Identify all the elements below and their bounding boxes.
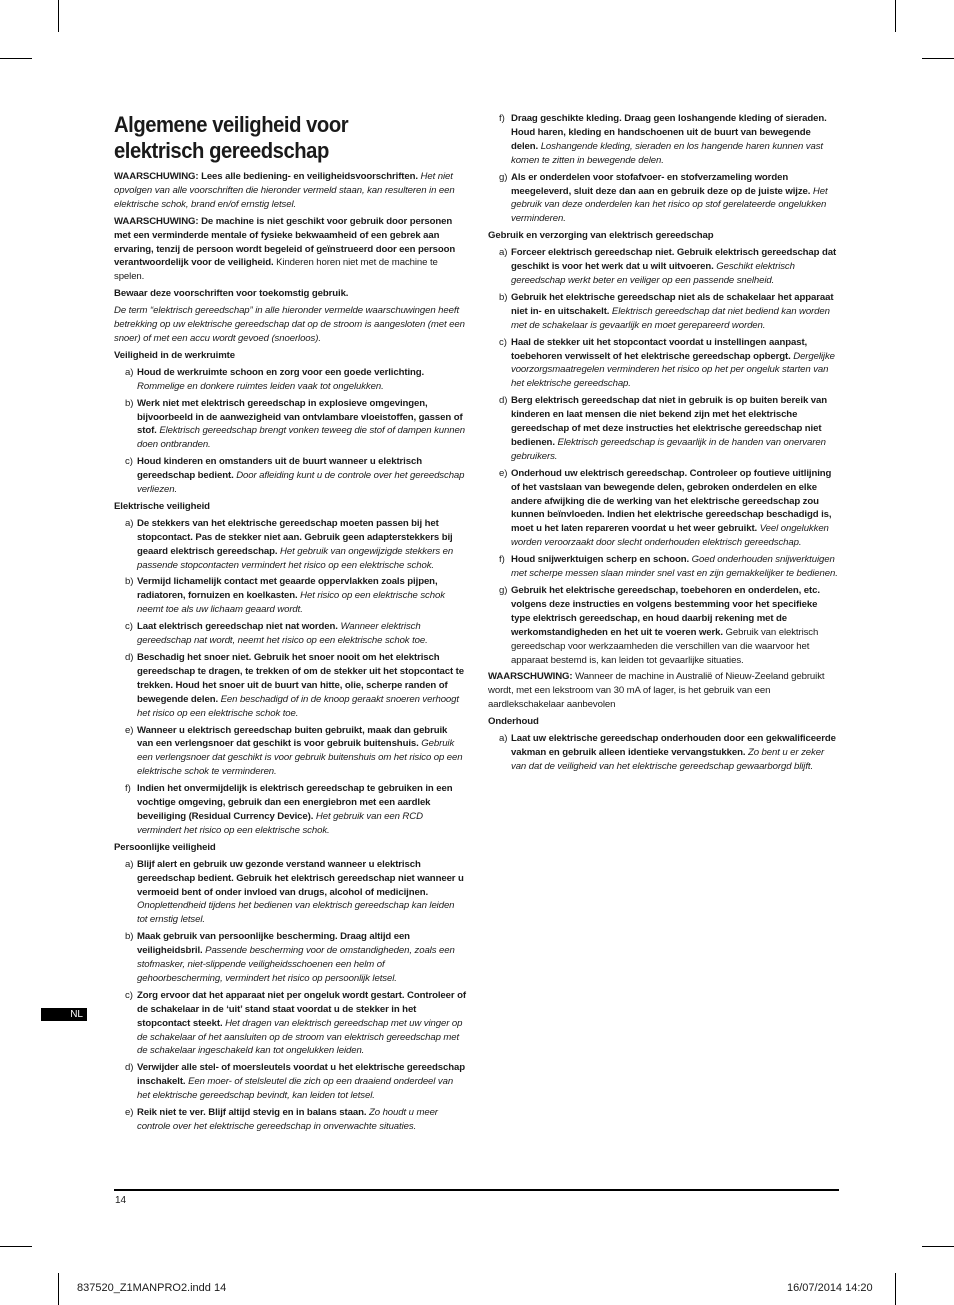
list-item-bold: Gebruik het elektrische gereedschap, toebehoren en onderdelen, etc. volgens deze instructies en volgens bestemming voor het specifieke type elektrisch gereedschap, en houd daarbij rekening met de werkomstandigheden en het uit te voeren werk. bbox=[511, 585, 820, 638]
list-item bbox=[488, 336, 839, 392]
list-item-label: b) bbox=[125, 397, 134, 409]
list-item bbox=[488, 553, 839, 581]
intro-paragraph-note: Het niet opvolgen van alle voorschriften die hieronder vermeld staan, kan resulteren in een elektrische schok, brand en/of ernstig letsel. bbox=[114, 171, 455, 210]
list-item-bold: Houd snijwerktuigen scherp en schoon. bbox=[511, 554, 690, 566]
list-item bbox=[114, 782, 466, 838]
list-item bbox=[488, 394, 839, 464]
list-item-note: Het gebruik van deze onderdelen kan het risico op stof gerelateerde ongelukken verminderen. bbox=[511, 185, 828, 225]
list-item-note: Gebruik een verlengsnoer dat geschikt is voor gebruik buitenshuis om het risico op een elektrische schok te verminderen. bbox=[137, 738, 463, 778]
intro-paragraph-bold: WAARSCHUWING: De machine is niet geschikt voor gebruik door personen met een verminderde mentale of fysieke bekwaamheid of een gebrek aan ervaring, tenzij de persoon wordt begeleid of geïnstrueerd door een persoon verantwoordelijk voor de veiligheid. bbox=[114, 215, 456, 269]
list-item-label: c) bbox=[499, 336, 507, 348]
list-item bbox=[488, 584, 839, 667]
list-item-label: a) bbox=[125, 858, 134, 870]
list-item-label: f) bbox=[125, 783, 131, 795]
intro-block bbox=[114, 170, 466, 346]
list-item-bold: Indien het onvermijdelijk is elektrisch gereedschap te gebruiken in een vochtige omgeving, gebruik dan een energiebron met een aardlek beveiliging (Residual Currency Device). bbox=[137, 783, 453, 822]
list-item-note: Het risico op een elektrische schok neemt toe als uw lichaam geaard wordt. bbox=[137, 590, 445, 616]
list-item-note: Goed onderhouden snijwerktuigen met scherpe messen slaan minder snel vast en zijn gemakkelijker te bedienen. bbox=[511, 554, 838, 580]
maintenance-section bbox=[488, 715, 839, 774]
list-item-bold: Gebruik het elektrische gereedschap niet als de schakelaar het apparaat niet in- en uitschakelt. bbox=[511, 291, 834, 317]
crop-mark bbox=[922, 1246, 954, 1247]
crop-mark bbox=[895, 1273, 896, 1305]
footer-rule bbox=[114, 1189, 839, 1191]
intro-paragraph-bold: WAARSCHUWING: Lees alle bediening- en veiligheidsvoorschriften. bbox=[114, 171, 418, 182]
list-item-bold: Vermijd lichamelijk contact met geaarde oppervlakken zoals pijpen, radiatoren, fornuizen en koelkasten. bbox=[137, 576, 438, 602]
crop-mark bbox=[0, 1246, 32, 1247]
list-item-bold: Beschadig het snoer niet. Gebruik het snoer nooit om het elektrisch gereedschap te dragen, te trekken of om de stekker uit het stopcontact te trekken. Houd het snoer uit de buurt van hitte, olie, scherpe randen of bewegende delen. bbox=[137, 652, 464, 705]
list-item bbox=[488, 291, 839, 333]
list-item bbox=[114, 366, 466, 394]
list-item bbox=[488, 112, 839, 168]
list-item-note: Door afleiding kunt u de controle over het gereedschap verliezen. bbox=[137, 470, 465, 496]
list-item-label: a) bbox=[499, 247, 508, 259]
list-item-bold: Houd kinderen en omstanders uit de buurt wanneer u elektrisch gereedschap bedient. bbox=[137, 456, 422, 482]
right-top-items bbox=[488, 112, 839, 226]
list-item-label: c) bbox=[125, 621, 133, 633]
list-item-label: d) bbox=[499, 395, 508, 407]
intro-paragraph-note: De term “elektrisch gereedschap” in alle hieronder vermelde waarschuwingen heeft betrekking op uw elektrische gereedschap dat op de stroom is aangesloten (met een snoer) of met een accu wordt gevoed (snoerloos). bbox=[114, 305, 465, 344]
list-item bbox=[114, 575, 466, 617]
list-item-note: Onoplettendheid tijdens het bedienen van elektrisch gereedschap kan leiden tot ernstig letsel. bbox=[137, 900, 455, 926]
page-title: Algemene veiligheid voor elektrisch gereedschap bbox=[114, 112, 349, 163]
list-item-label: e) bbox=[125, 1107, 134, 1119]
list-item-label: b) bbox=[125, 931, 134, 943]
rcd-warning-label: WAARSCHUWING: bbox=[488, 671, 573, 683]
list-item-note: Elektrisch gereedschap dat niet bediend kan worden met de schakelaar is gevaarlijk en moet gerepareerd worden. bbox=[511, 305, 830, 331]
list-item-note: Het gebruik van een RCD vermindert het risico op een elektrische schok. bbox=[137, 810, 423, 836]
crop-mark bbox=[895, 0, 896, 32]
list-item-bold: Laat elektrisch gereedschap niet nat worden. bbox=[137, 621, 338, 633]
list-item-note: Zo houdt u meer controle over het elektrische gereedschap in onverwachte situaties. bbox=[137, 1107, 438, 1132]
crop-mark bbox=[58, 1273, 59, 1305]
list-item-label: b) bbox=[125, 576, 134, 588]
list-item-note: Wanneer elektrisch gereedschap nat wordt, neemt het risico op een elektrische schok toe. bbox=[137, 621, 428, 647]
list-item-note: Elektrisch gereedschap brengt vonken teweeg die stof of dampen kunnen doen ontbranden. bbox=[137, 425, 465, 451]
list-item-bold: Verwijder alle stel- of moersleutels voordat u het elektrische gereedschap inschakelt. bbox=[137, 1062, 465, 1088]
list-item bbox=[488, 732, 839, 774]
list-item-note: Een moer- of stelsleutel die zich op een draaiend onderdeel van het elektrische gereedschap bevindt, kan leiden tot letsel. bbox=[137, 1076, 454, 1102]
list-item-bold: Maak gebruik van persoonlijke bescherming. Draag altijd een veiligheidsbril. bbox=[137, 931, 410, 957]
section-heading: Elektrische veiligheid bbox=[114, 500, 210, 512]
list-item-note: Elektrisch gereedschap is gevaarlijk in de handen van onervaren gebruikers. bbox=[511, 436, 826, 462]
list-item bbox=[114, 989, 466, 1059]
list-item bbox=[488, 171, 839, 227]
intro-paragraph bbox=[114, 215, 466, 285]
rcd-warning-text: Wanneer de machine in Australië of Nieuw-Zeeland gebruikt wordt, met een lekstroom van 30 mA of lager, is het gebruik van een aardlekschakelaar aanbevolen bbox=[488, 671, 825, 711]
list-item-note: Het dragen van elektrisch gereedschap met uw vinger op de schakelaar of het aansluiten op de stroom van elektrisch gereedschap met de schakelaar ingeschakeld kan tot ongelukken leiden. bbox=[137, 1017, 463, 1057]
list-item bbox=[488, 246, 839, 288]
section-heading: Veiligheid in de werkruimte bbox=[114, 349, 235, 361]
list-item-label: d) bbox=[125, 1062, 134, 1074]
list-item-note: Passende bescherming voor de omstandigheden, zoals een stofmasker, niet-slippende veiligheidsschoenen een helm of gehoorbescherming, vermindert het risico op persoonlijk letsel. bbox=[137, 945, 455, 984]
list-item-label: f) bbox=[499, 554, 505, 566]
list-item-label: g) bbox=[499, 171, 508, 183]
list-item-bold: Berg elektrisch gereedschap dat niet in gebruik is op buiten bereik van kinderen en laat mensen die niet bekend zijn met het elektrische gereedschap of met deze instructies het elektrische gereedschap niet bedienen. bbox=[511, 395, 827, 448]
list-item-label: a) bbox=[125, 517, 134, 529]
list-item-bold: Forceer elektrisch gereedschap niet. Gebruik elektrisch gereedschap dat geschikt is voor het werk dat u wilt uitvoeren. bbox=[511, 247, 837, 273]
list-item-label: g) bbox=[499, 585, 508, 596]
right-sections bbox=[488, 229, 839, 667]
list-item-bold: Onderhoud uw elektrisch gereedschap. Controleer op foutieve uitlijning of het vastslaan van bewegende delen, gebroken onderdelen en elke andere afwijking die de werking van het elektrische gereedschap zou kunnen beïnvloeden. Indien het elektrische gereedschap beschadigd is, moet u het laten repareren voordat u het weer gebruikt. bbox=[511, 467, 832, 535]
page-number: 14 bbox=[115, 1195, 127, 1206]
list-item-label: b) bbox=[499, 291, 508, 303]
section-heading: Persoonlijke veiligheid bbox=[114, 841, 216, 853]
intro-paragraph bbox=[114, 170, 466, 212]
intro-paragraph-bold: Bewaar deze voorschriften voor toekomstig gebruik. bbox=[114, 288, 349, 300]
list-item-bold: Zorg ervoor dat het apparaat niet per ongeluk wordt gestart. Controleer of de schakelaar in de ‘uit’ stand staat voordat u de stekker in het stopcontact steekt. bbox=[137, 989, 466, 1029]
list-item-bold: Houd de werkruimte schoon en zorg voor een goede verlichting. bbox=[137, 366, 425, 378]
intro-paragraph-text: Kinderen horen niet met de machine te spelen. bbox=[114, 257, 438, 283]
list-item-bold: Laat uw elektrische gereedschap onderhouden door een gekwalificeerde vakman en gebruik alleen identieke vervangstukken. bbox=[511, 733, 836, 758]
section-heading: Onderhoud bbox=[488, 716, 539, 728]
list-item-note: Rommelige en donkere ruimtes leiden vaak tot ongelukken. bbox=[137, 380, 384, 392]
crop-mark bbox=[0, 58, 32, 59]
list-item-bold: Blijf alert en gebruik uw gezonde verstand wanneer u elektrisch gereedschap bedient. Gebruik het elektrisch gereedschap niet wanneer u vermoeid bent of onder invloed van drugs, alcohol of medicijnen. bbox=[137, 858, 464, 898]
intro-paragraph bbox=[114, 287, 466, 301]
list-item bbox=[488, 467, 839, 550]
list-item-note: Een beschadigd of in de knoop geraakt snoeren verhoogt het risico op een elektrische schok toe. bbox=[137, 693, 459, 719]
list-item-label: d) bbox=[125, 652, 134, 663]
crop-mark bbox=[922, 58, 954, 59]
list-item-label: a) bbox=[125, 366, 134, 378]
list-item bbox=[114, 517, 466, 573]
date-slug: 16/07/2014 14:20 bbox=[787, 1282, 873, 1294]
list-item-label: c) bbox=[125, 989, 133, 1001]
list-item-note: Dergelijke voorzorgsmaatregelen verminderen het risico op het per ongeluk starten van het elektrische gereedschap. bbox=[511, 350, 835, 390]
list-item-note: Veel ongelukken worden veroorzaakt door slecht onderhouden elektrisch gereedschap. bbox=[511, 523, 829, 549]
left-column bbox=[114, 108, 466, 1137]
list-item-note: Loshangende kleding, sieraden en los hangende haren kunnen vast komen te zitten in bewegende delen. bbox=[511, 140, 823, 166]
right-column bbox=[488, 112, 839, 777]
list-item-bold: De stekkers van het elektrische gereedschap moeten passen bij het stopcontact. Pas de stekker niet aan. Gebruik geen adapterstekkers bij geaard elektrisch gereedschap. bbox=[137, 517, 453, 557]
list-item-bold: Reik niet te ver. Blijf altijd stevig en in balans staan. bbox=[137, 1107, 367, 1119]
list-item bbox=[114, 858, 466, 928]
crop-mark bbox=[58, 0, 59, 32]
language-tab: NL bbox=[41, 1008, 87, 1021]
list-item bbox=[114, 397, 466, 453]
list-item bbox=[114, 930, 466, 986]
list-item-note: Het gebruik van ongewijzigde stekkers en passende stopcontacten vermindert het risico op een elektrische schok. bbox=[137, 545, 454, 571]
list-item-note: Geschikt elektrisch gereedschap werkt beter en veiliger op een passende snelheid. bbox=[511, 261, 795, 286]
list-item bbox=[114, 1106, 466, 1134]
rcd-warning bbox=[488, 670, 839, 712]
list-item bbox=[114, 1061, 466, 1103]
list-item bbox=[114, 724, 466, 780]
list-item bbox=[114, 651, 466, 721]
list-item bbox=[114, 455, 466, 497]
list-item-text: Gebruik van elektrisch gereedschap voor werkzaamheden die verschillen van die waarvoor het apparaat bestemd is, kan leiden tot gevaarlijke situaties. bbox=[511, 626, 819, 666]
list-item-bold: Als er onderdelen voor stofafvoer- en stofverzameling worden meegeleverd, sluit deze dan aan en gebruik deze op de juiste wijze. bbox=[511, 171, 811, 197]
list-item-label: e) bbox=[125, 724, 134, 736]
section-heading: Gebruik en verzorging van elektrisch gereedschap bbox=[488, 230, 714, 242]
list-item-label: f) bbox=[499, 113, 505, 124]
list-item-bold: Wanneer u elektrisch gereedschap buiten gebruikt, maak dan gebruik van een verlengsnoer dat geschikt is voor gebruik buitenshuis. bbox=[137, 724, 448, 750]
list-item-bold: Haal de stekker uit het stopcontact voordat u instellingen aanpast, toebehoren verwisselt of het elektrische gereedschap opbergt. bbox=[511, 336, 808, 362]
list-item-note: Zo bent u er zeker van dat de veiligheid van het elektrische gereedschap gewaarborgd blijft. bbox=[511, 746, 825, 772]
list-item-bold: Draag geschikte kleding. Draag geen loshangende kleding of sieraden. Houd haren, kleding en handschoenen uit de buurt van bewegende delen. bbox=[511, 113, 827, 152]
list-item-label: c) bbox=[125, 456, 133, 468]
list-item bbox=[114, 620, 466, 648]
intro-paragraph bbox=[114, 304, 466, 346]
list-item-label: a) bbox=[499, 733, 508, 745]
file-slug: 837520_Z1MANPRO2.indd 14 bbox=[77, 1282, 227, 1294]
list-item-label: e) bbox=[499, 467, 508, 479]
list-item-bold: Werk niet met elektrisch gereedschap in explosieve omgevingen, bijvoorbeeld in de aanwezigheid van ontvlambare vloeistoffen, gassen of stof. bbox=[137, 397, 463, 437]
left-sections bbox=[114, 349, 466, 1134]
